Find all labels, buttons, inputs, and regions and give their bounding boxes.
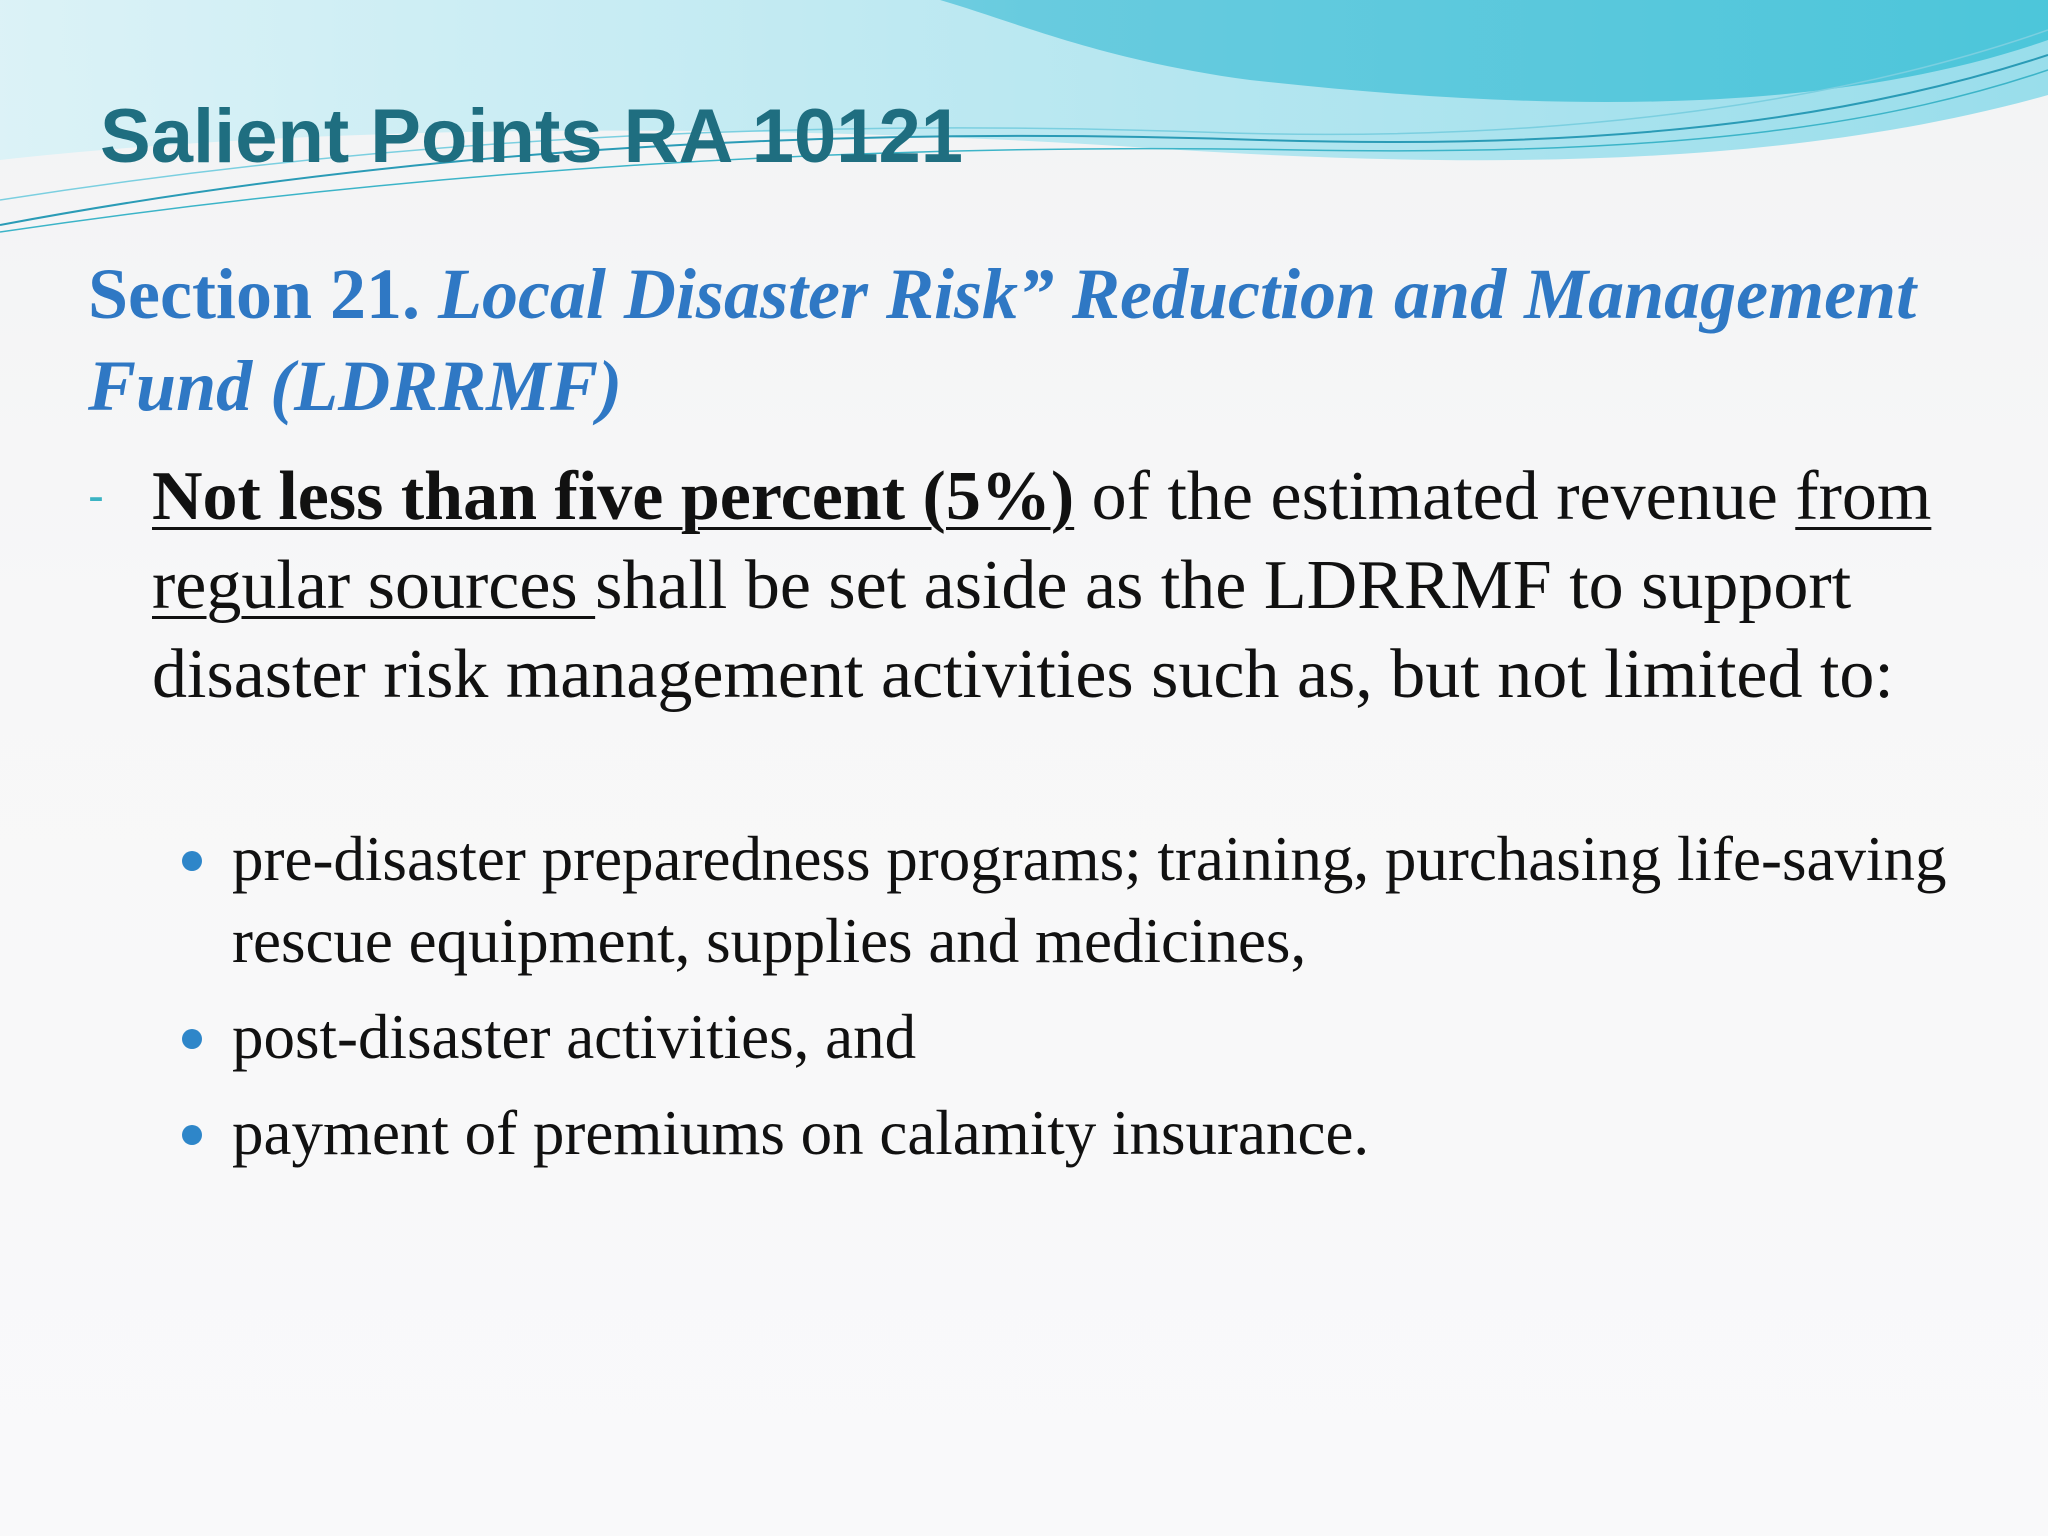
sub-point-text: post-disaster activities, and [232,1002,917,1072]
sub-point [170,996,1970,1078]
sub-point-text: payment of premiums on calamity insurance. [232,1098,1370,1168]
round-bullet-icon [182,1029,202,1049]
sub-point-text: pre-disaster preparedness programs; training, purchasing life-saving rescue equipment, supplies and medicines, [232,824,1947,976]
section-heading [88,248,1968,432]
section-prefix: Section 21. [88,254,420,334]
slide-title: Salient Points RA 10121 [100,94,964,179]
main-point-text-1: of the estimated revenue [1074,458,1796,535]
dash-bullet-icon: - [88,470,104,523]
section-title: Local Disaster Risk” Reduction and Management Fund (LDRRMF) [88,254,1917,426]
main-point-text [152,452,1988,719]
sub-point [170,818,1970,982]
round-bullet-icon [182,851,202,871]
sub-point [170,1092,1970,1174]
main-point-emphasis: Not less than five percent (5%) [152,458,1075,535]
sub-point-list [170,818,1970,1188]
main-point-text-2: shall be set aside as the LDRRMF to support disaster risk management activities such as, but not limited to: [152,547,1894,713]
main-point-underlined: from regular sources [152,458,1932,624]
round-bullet-icon [182,1125,202,1145]
